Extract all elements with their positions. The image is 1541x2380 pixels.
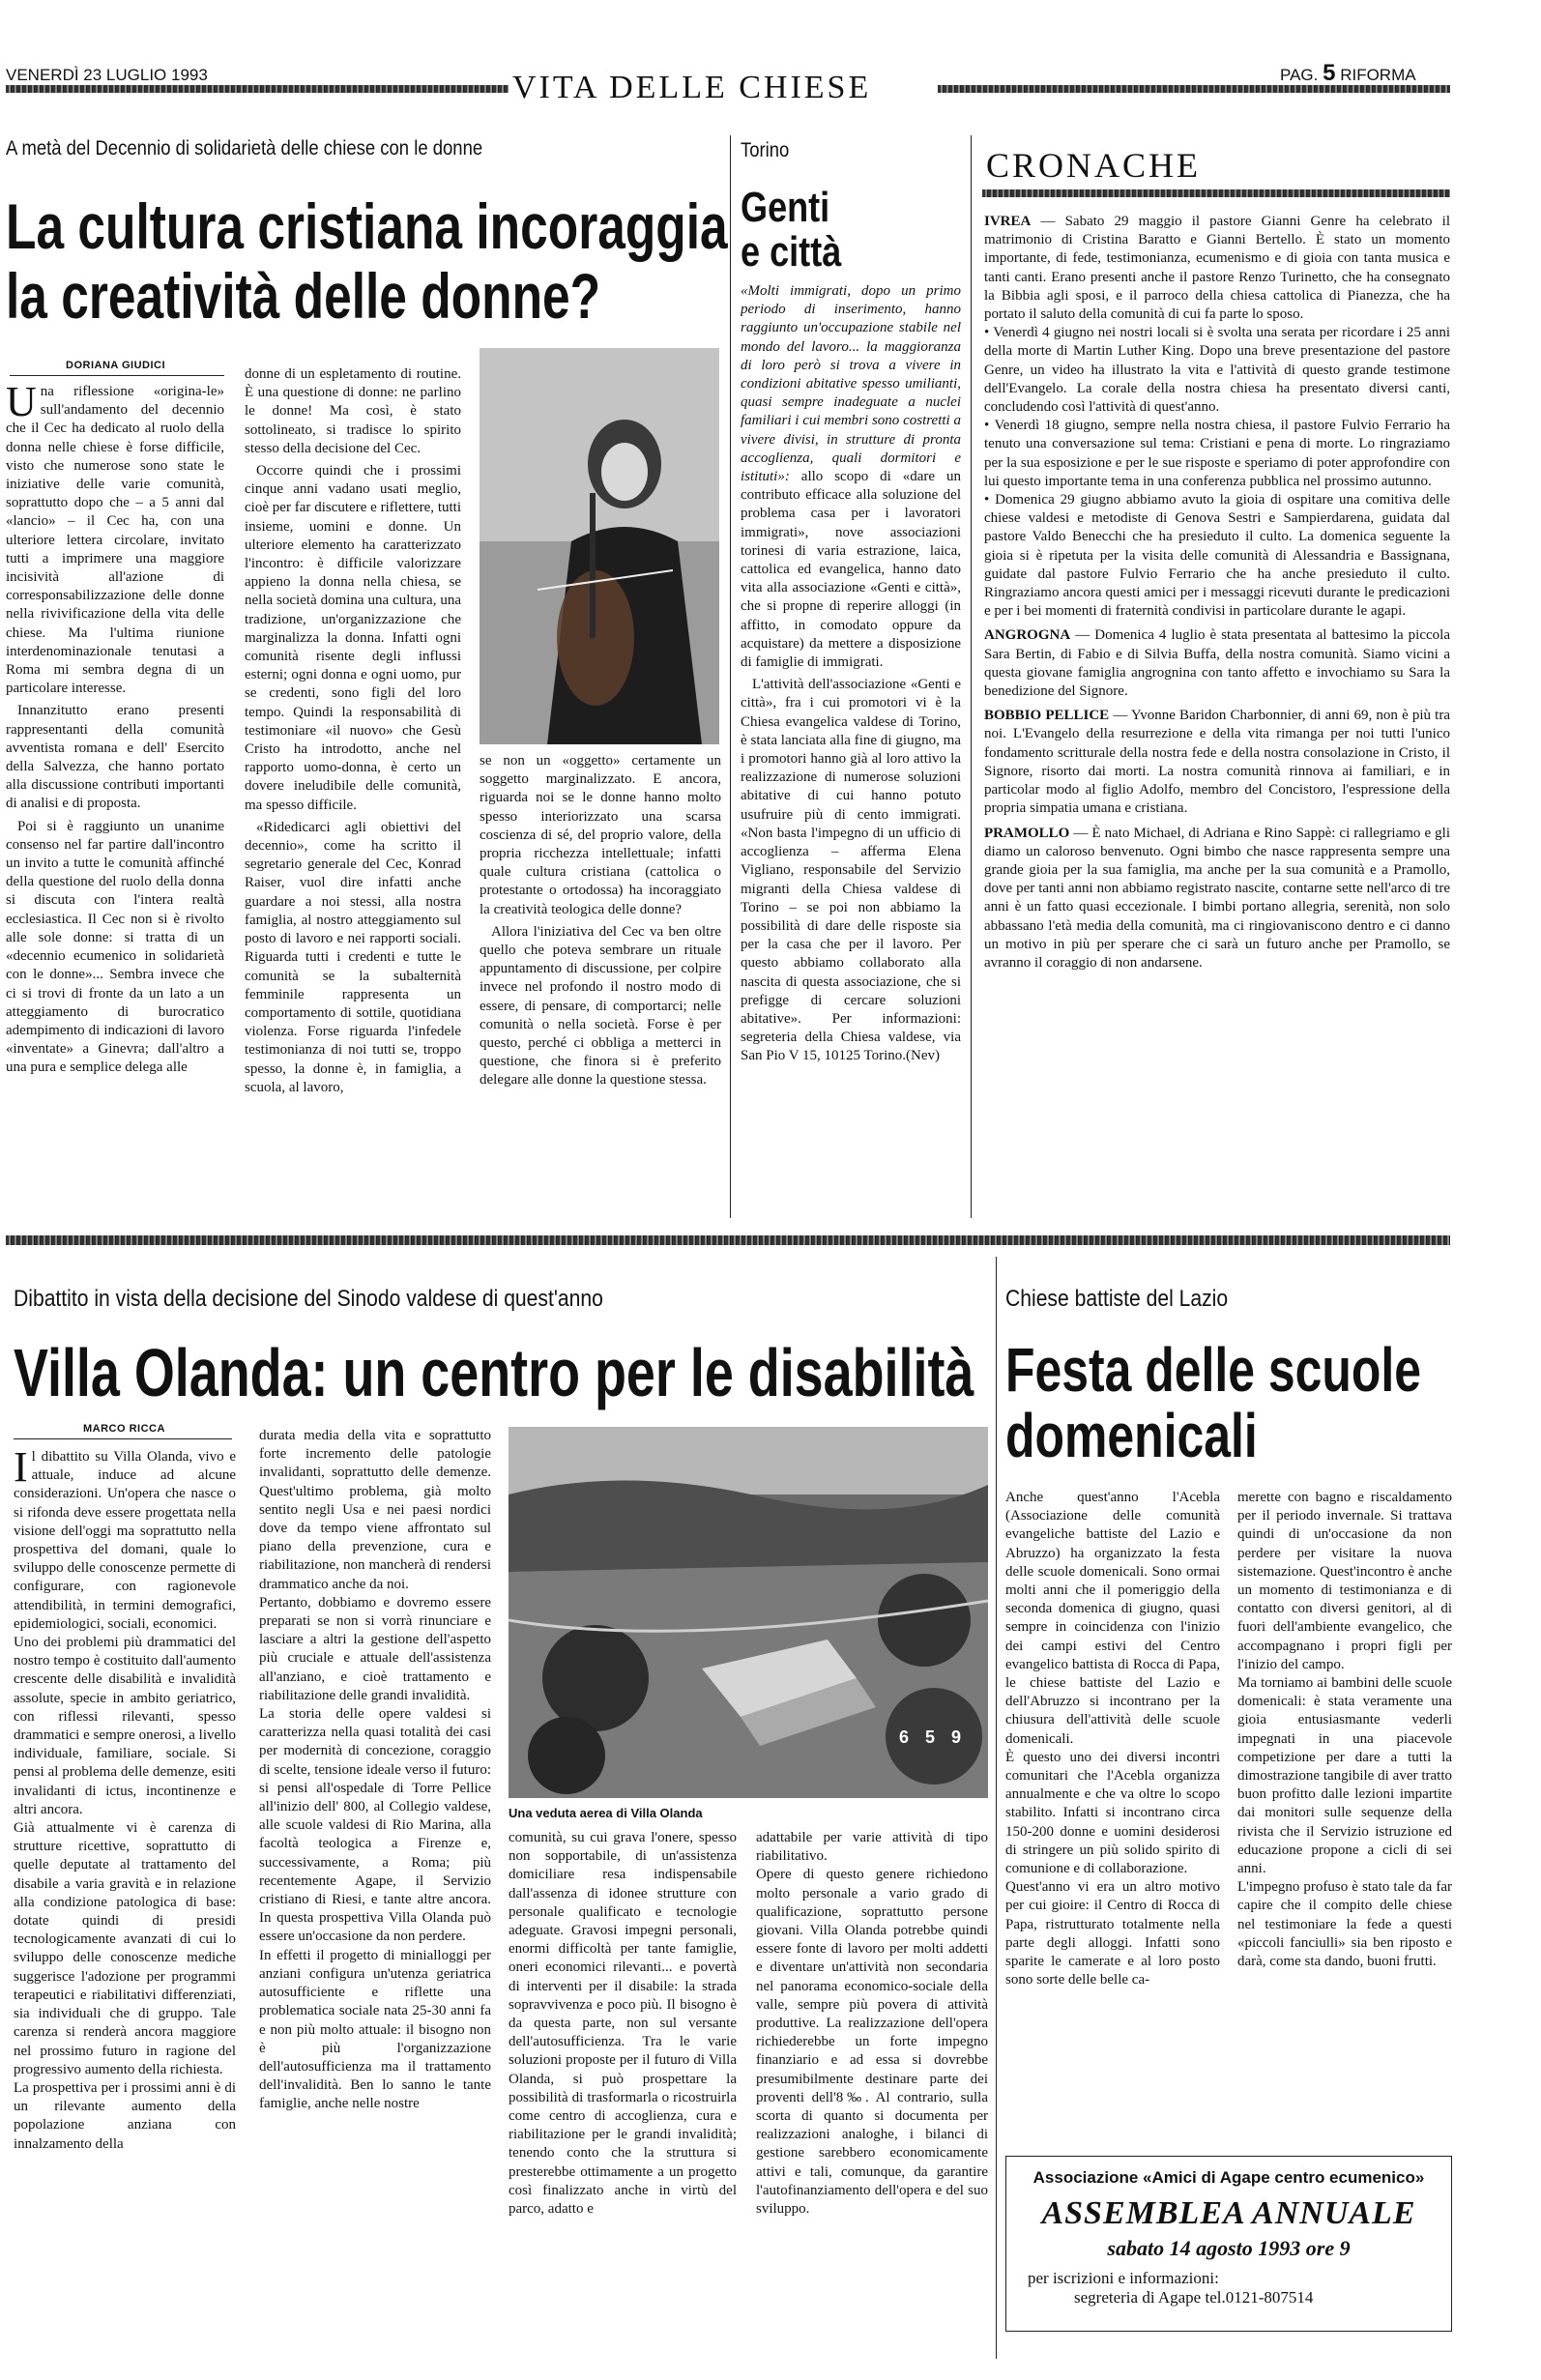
article1-col3	[480, 752, 721, 1216]
cronache-item	[984, 626, 1450, 701]
page-label	[1280, 60, 1416, 87]
photo-caption: Una veduta aerea di Villa Olanda	[509, 1806, 703, 1820]
article2-kicker: Dibattito in vista della decisione del Sinodo valdese di quest'anno	[14, 1286, 603, 1312]
cronache-text: — Yvonne Baridon Charbonnier, di anni 69, non è più tra noi. L'Evangelo della resurrezione e della vita rimanga per noi tutti l'unico fondamento scritturale della nostra fede e della nostra consolazione in Cristo, il Signore, risorto dai morti. La nostra comunità rinnova ai familiari, e in particolar modo al figlio Adolfo, membro del Concistoro, l'espressione della propria simpatia umana e cristiana.	[984, 708, 1450, 817]
cronache-text: — Sabato 29 maggio il pastore Gianni Genre ha celebrato il matrimonio di Cristina Baratto e Gianni Bertello. È stato un momento importante, di fede, testimonianza, ecumenismo e di gioia con tanta musica e tanti canti. Erano presenti anche il pastore Renzo Turinetto, che ha consegnato la Bibbia agli sposi, e il parroco della chiesa cattolica di Pianezza, che ha portato il saluto della comunità di cui fa parte lo sposo. • Venerdì 4 giugno nei nostri locali si è svolta una serata per ricordare i 25 anni della morte di Martin Luther King. Dopo una breve presentazione del pastore Genre, un video ha illustrato la vita e l'attività di questo grande testimone dell'Evangelo. La corale della nostra chiesa ha presentato diversi canti, concludendo così l'attività di quest'anno. • Venerdì 18 giugno, sempre nella nostra chiesa, il pastore Fulvio Ferrario ha tenuto una conversazione sul tema: Cristiani e pena di morte. Lo ringraziamo per la sua esposizione e per le sue risposte e speriamo di poter approfondire con lui questo importante tema in una conferenza pubblica nel prossimo autunno. • Domenica 29 giugno abbiamo avuto la gioia di ospitare una comitiva delle chiese valdesi e metodiste di Genova Sestri e Sampierdarena, guidata dal pastore Valdo Benecchi che ha presieduto il culto. La domenica seguente la gioia si è ripetuta per la visita delle comunità di Alessandria e Bassignana, guidate dal pastore Fulvio Ferrario che ha anche presieduto il culto. Ringraziamo ancora questi amici per i messaggi ricevuti durante le predicazioni e per i bei momenti di fraternità condivisi in particolare durante le agapi.	[984, 214, 1450, 620]
cronache-item	[984, 213, 1450, 621]
newspaper-name: RIFORMA	[1340, 66, 1416, 84]
article2-col2: durata media della vita e soprattutto forte incremento delle patologie invalidanti, soprattutto delle demenze. Quest'ultimo problema, già molto sentito negli Usa e nei paesi nordici dove da tempo viene affrontato sul piano della prevenzione, cura e riabilitazione, non mancherà di rendersi drammatico anche da noi. Pertanto, dobbiamo e dovremo essere preparati se non si vorrà rinunciare e lasciare a altri la gestione dell'aspetto più cruciale e attuale dell'assistenza all'anziano, e cioè trattamento e riabilitazione delle grandi invalidità. La storia delle opere valdesi si caratterizza nella quasi totalità dei casi per modernità di concezione, coraggio di scelte, tensione ideale verso il futuro: si pensi all'ospedale di Torre Pellice all'inizio dell' 800, al Collegio valdese, alle scuole valdesi di Rio Marina, alla facoltà teologica a Firenze e, successivamente, a Roma; più recentemente Agape, il Servizio cristiano di Riesi, e tante altre ancora. In questa prospettiva Villa Olanda può essere un'occasione da non perdere. In effetti il progetto di minialloggi per anziani configura un'utenza geriatrica autosufficiente e riflette una problematica sociale nata 25-30 anni fa e non più molto attuale: il bisogno non è più l'organizzazione dell'autosufficienza ma il trattamento dell'invalidità. Ben lo sanno le tante famiglie, anche nelle nostre	[259, 1428, 491, 2112]
photo-date-stamp: 6 5 9	[898, 1727, 967, 1747]
article3-col1: Anche quest'anno l'Acebla (Associazione delle comunità evangeliche battiste del Lazio e Abruzzo) ha organizzato la festa delle scuole domenicali. Sono ormai molti anni che il pomeriggio della seconda domenica di giugno, quasi sempre in coincidenza con l'inizio dei campi estivi del Centro evangelico battista di Rocca di Papa, le chiese battiste del Lazio e dell'Abruzzo si incontrano per la chiusura dell'attività delle scuole domenicali. È questo uno dei diversi incontri comunitari che l'Acebla organizza annualmente e che va oltre lo scopo stabilito. Infatti si incontrano circa 150-200 donne e uomini desiderosi di stringere un più solido spirito di comunione e di collaborazione. Quest'anno vi era un altro motivo per cui gioire: il Centro di Rocca di Papa, ristrutturato totalmente nella parte degli alloggi. Infatti sono sparite le camerate e al loro posto sono sorte delle belle ca-	[1005, 1490, 1220, 1988]
torino-kicker: Torino	[741, 139, 790, 161]
section-title: VITA DELLE CHIESE	[512, 70, 872, 105]
cronache-item	[984, 707, 1450, 818]
ad-title: ASSEMBLEA ANNUALE	[1041, 2195, 1416, 2231]
ad-date: sabato 14 agosto 1993 ore 9	[1107, 2236, 1351, 2260]
torino-headline-line1: Genti	[741, 184, 830, 231]
article2-dropcap: I	[14, 1448, 28, 1491]
issue-date: VENERDÌ 23 LUGLIO 1993	[6, 66, 208, 84]
page-divider	[6, 1235, 1450, 1245]
article1-col1	[6, 383, 224, 1214]
article3-kicker: Chiese battiste del Lazio	[1005, 1286, 1229, 1312]
article1-paragraph: Allora l'iniziativa del Cec va ben oltre quello che poteva sembrare un rituale appuntamento di discussione, per colpire invece nel profondo il nostro modo di essere, di pensare, di comportarci; nelle comunità o nella società. Forse è per questo, perché ci obbliga a metterci in questione, che finora si è preferito delegare alle donne la questione stessa.	[480, 923, 721, 1088]
torino-quote: «Molti immigrati, dopo un primo periodo di inserimento, hanno raggiunto un'occupazione stabile nel mondo del lavoro... la maggioranza di loro però si trova a vivere in condizioni abitative spesso umilianti, quasi sempre inadeguate a nuclei familiari i cui membri sono costretti a vivere divisi, in strutture di pronta accoglienza, quali dormitori e istituti»:	[741, 283, 961, 485]
article1-paragraph: Innanzitutto erano presenti rappresentanti della comunità avventista romana e dell' Esercito della Salvezza, che hanno portato alla discussione contributi importanti di analisi e di proposta.	[6, 703, 224, 812]
article1-paragraph: donne di un espletamento di routine. È una questione di donne: ne parlino le donne! Ma così, è stato sottolineato, si tradisce lo spirito stesso della decisione del Cec.	[245, 366, 461, 456]
ad-info-label: per iscrizioni e informazioni:	[1028, 2269, 1219, 2287]
article1-lead: na riflessione «origina-le» sull'andamento del decennio che il Cec ha dedicato al ruolo della donna nelle chiese è forse difficile, visto che numerose sono state le iniziative delle varie comunità, soprattutto dopo che – a 5 anni dal «lancio» – il Cec ha, con una ulteriore lettera circolare, invitato tutti a imprimere una maggiore incisività all'azione di corresponsabilizzazione delle donne nella rivivificazione della vita delle chiese. Ma l'ultima riunione interdenominazionale tenutasi a Roma mi sembra degna di un particolare interesse.	[6, 384, 224, 697]
article2-headline: Villa Olanda: un centro per le disabilità	[14, 1335, 974, 1410]
cronache-place: IVREA	[984, 214, 1032, 229]
article1-byline: DORIANA GIUDICI	[66, 360, 166, 371]
article2-byline: MARCO RICCA	[83, 1423, 165, 1435]
article1-headline-line1: La cultura cristiana incoraggia	[6, 190, 728, 262]
article2-text: l dibattito su Villa Olanda, vivo e attuale, induce ad alcune considerazioni. Un'opera che nasce o si rifonda deve essere progettata nella visione dell'oggi ma soprattutto nella prospettiva del domani, quale lo sviluppo delle conoscenze permette di configurare, con ragionevole attendibilità, in termini demografici, epidemiologici, sociali, economici. Uno dei problemi più drammatici del nostro tempo è costituito dall'aumento crescente delle disabilità e invalidità assolute, specie in ambito geriatrico, con riflessi rilevanti, spesso drammatici e sempre onerosi, a livello individuale, familiare, sociale. Si pensi al problema delle demenze, esiti invalidanti di ictus, incontinenze e altri ancora. Già attualmente vi è carenza di strutture ricettive, soprattutto di quelle deputate al trattamento del disabile a varia gravità e in relazione alla condizione patologica di base: dotate quindi di presidi tecnologicamente avanzati di cui lo sviluppo delle conoscenze mediche suggerisce l'adozione per programmi terapeutici e riabilitativi differenziati, sia individuali che di gruppo. Tale carenza si renderà ancora maggiore nel prossimo futuro in ragione del progressivo aumento della richiesta. La prospettiva per i prossimi anni è di un rilevante aumento della popolazione anziana con innalzamento della	[14, 1449, 236, 2152]
column-rule	[971, 135, 972, 1218]
column-rule	[996, 1257, 997, 2359]
article1-photo	[480, 348, 719, 744]
byline-rule	[10, 375, 224, 376]
column-rule	[730, 135, 731, 1218]
article2-col4: adattabile per varie attività di tipo riabilitativo. Opere di questo genere richiedono molto personale a vario grado di qualificazione, soprattutto persone giovani. Villa Olanda potrebbe quindi essere fonte di lavoro per molti addetti e diventare un'attività non secondaria nel panorama economico-sociale della valle, sempre più povera di attività produttive. La realizzazione dell'opera richiederebbe un forte impegno finanziario e ad essa si dovrebbe presumibilmente destinare parte dei proventi dell'8‰. Al contrario, sulla scorta di quanto si documenta per realizzazioni analoghe, i bilanci di gestione sarebbero economicamente attivi e tali, comunque, da garantire l'autofinanziamento dell'opera e del suo sviluppo.	[756, 1830, 988, 2218]
article3-headline-line1: Festa delle scuole	[1005, 1335, 1422, 1405]
torino-text: allo scopo di «dare un contributo efficace alla soluzione del problema casa per i lavoratori immigrati», nove associazioni torinesi di varia estrazione, laica, cattolica ed evangelica, hanno dato vita alla associazione «Genti e città», che si propne di reperire alloggi (in affitto, in comodato oppure da acquistare) da mettere a disposizione di famiglie di immigrati.	[741, 469, 961, 671]
page-number: 5	[1323, 60, 1336, 86]
page-label-text: PAG.	[1280, 66, 1319, 84]
article2-col1	[14, 1448, 236, 2357]
cronache-place: ANGROGNA	[984, 627, 1071, 644]
cellist-photo-graphic	[480, 348, 719, 744]
cronache-body	[984, 213, 1450, 1218]
cronache-item	[984, 825, 1450, 973]
agape-assembly-ad	[1005, 2156, 1452, 2332]
torino-headline-line2: e città	[741, 228, 842, 276]
torino-text: L'attività dell'associazione «Genti e città», fra i cui promotori vi è la Chiesa evangelica valdese di Torino, è stata lanciata alla fine di giugno, ma i promotori hanno già al loro attivo la realizzazione di numerose soluzioni abitative di cui hanno potuto usufruire più di cento immigrati. «Non basta l'impegno di un ufficio di accoglienza – afferma Elena Vigliano, responsabile del Servizio migranti della Chiesa valdese di Torino – se poi non abbiamo la possibilità di dare delle risposte sia per la casa che per il lavoro. Per questo abbiamo collaborato alla nascita di questa associazione, che si prefigge di cercare soluzioni abitative». Per informazioni: segreteria della Chiesa valdese, via San Pio V 15, 10125 Torino.(Nev)	[741, 677, 961, 1064]
byline-rule	[14, 1438, 232, 1439]
cronache-text: — È nato Michael, di Adriana e Rino Sappè: ci rallegriamo e gli diamo un caloroso benvenuto. Ogni bimbo che nasce rappresenta sempre una grande gioia per la sua famiglia, ma anche per la sua comunità e a Pramollo, dove per tanti anni non abbiamo registrato nascite, contarne sette nell'arco di tre anni è un fatto quasi eccezionale. I bimbi portano allegria, serenità, non solo abbassano l'età media della comunità, ma ci ringiovaniscono dentro e ci danno un motivo in più per sperare che ci sarà un futuro anche per Pramollo, se avranno il coraggio di non andarsene.	[984, 825, 1450, 971]
header-rule-left	[6, 85, 509, 93]
villa-olanda-photo	[509, 1427, 988, 1798]
cronache-place: BOBBIO PELLICE	[984, 708, 1110, 724]
article1-col2	[245, 365, 461, 1216]
article1-dropcap: U	[6, 383, 37, 425]
cronache-place: PRAMOLLO	[984, 825, 1070, 841]
cronache-title: CRONACHE	[986, 146, 1202, 185]
article1-paragraph: Occorre quindi che i prossimi cinque anni vadano usati meglio, cioè per far discutere e riflettere, tutti insieme, uomini e donne. Un ulteriore elemento ha caratterizzato l'incontro: è difficile valorizzare appieno la donna nella chiesa, se nella società domina una cultura, una tradizione, un'organizzazione che marginalizza la donna. Infatti ogni comunità risente degli influssi esterni; ogni donna e ogni uomo, pur se credenti, sono figli del loro tempo. Quindi la responsabilità di testimoniare «il nuovo» che Gesù Cristo ha introdotto, anche nel rapporto uomo-donna, è certo un dovere ineludibile delle comunità, ma spesso difficile.	[245, 463, 461, 813]
cronache-text: — Domenica 4 luglio è stata presentata al battesimo la piccola Sara Bertin, di Fabio e di Silvia Buffa, della nostra comunità. Siamo vicini a questa giovane famiglia angrognina con tanto affetto e invochiamo su Sara la benedizione del Signore.	[984, 627, 1450, 700]
article3-col2: merette con bagno e riscaldamento per il periodo invernale. Si trattava quindi di un'occasione da non perdere per visitare la nuova sistemazione. Quest'incontro è anche un momento di testimonianza e di contatto con diversi genitori, al di fuori dell'ambiente evangelico, che accompagnano i propri figli per l'inizio del campo. Ma torniamo ai bambini delle scuole domenicali: è stata veramente una gioia entusiasmante vederli impegnati in una piacevole competizione per dare a tutti la dimostrazione tangibile di aver tratto buon profitto dalle lezioni impartite dai monitori sulle sequenze della rivista che il Servizio istruzione ed educazione propone a cicli di sei anni. L'impegno profuso è stato tale da far capire che il compito delle chiese nel testimoniare la fede a questi «piccoli fanciulli» sia ben riposto e darà, come sta dando, buoni frutti.	[1237, 1490, 1452, 1970]
article1-paragraph: Poi si è raggiunto un unanime consenso nel far partire dall'incontro un invito a tutte le comunità affinché della questione del ruolo della donna si discuta con l'intera realtà ecclesiastica. Il Cec non si è rivolto alle sole donne: si tratta di un «decennio ecumenico in solidarietà con le donne»... Sembra invece che ci si trovi di fronte da un lato a un atteggiamento di burocratico adempimento di indicazioni di lavoro «inventate» a Ginevra; dall'altro a una pura e semplice delega alle	[6, 818, 224, 1076]
article3-headline-line2: domenicali	[1005, 1401, 1258, 1470]
torino-body	[741, 282, 961, 1216]
article2-col3: comunità, su cui grava l'onere, spesso non sopportabile, di un'assistenza domiciliare resa indispensabile dall'assenza di idonee strutture con personale qualificato e tecnologie adeguate. Gravosi impegni personali, enormi difficoltà per tante famiglie, oneri economici rilevanti... e povertà di interventi per il disabile: la strada sopravvivenza e poco più. Il bisogno è da questa parte, non sul versante dell'autosufficienza. Tra le varie soluzioni proposte per il futuro di Villa Olanda, si può prospettare la possibilità di trasformarla o ricostruirla come centro di accoglienza, cura e riabilitazione per le grandi invalidità; tenendo conto che la struttura si presterebbe ottimamente a un progetto così finalizzato anche in virtù del parco, adatto e	[509, 1830, 737, 2218]
cronache-rule	[982, 189, 1450, 197]
ad-contact: segreteria di Agape tel.0121-807514	[1074, 2288, 1314, 2307]
article1-headline-line2: la creatività delle donne?	[6, 260, 601, 332]
ad-association: Associazione «Amici di Agape centro ecumenico»	[1032, 2168, 1425, 2187]
article1-paragraph: se non un «oggetto» certamente un soggetto marginalizzato. E ancora, riguarda noi se le donne hanno molto spesso interiorizzato una scarsa coscienza di sé, del proprio valore, della propria ricchezza intellettuale; infatti quale cultura cristiana (cattolica o protestante o ortodossa) ha incoraggiato la creatività teologica delle donne?	[480, 753, 721, 917]
article1-kicker: A metà del Decennio di solidarietà delle chiese con le donne	[6, 137, 483, 160]
article1-paragraph: «Ridedicarci agli obiettivi del decennio», come ha scritto il segretario generale del Cec, Konrad Raiser, vuol dire infatti anche guardare a noi stessi, alla nostra famiglia, al nostro atteggiamento sul posto di lavoro e nei rapporti sociali. Riguarda tutti i credenti e tutte le comunità se la subalternità femminile rappresenta un comportamento di sottile, quotidiana violenza. Forse riguarda l'infedele testimonianza di noi tutti se, troppo spesso, la donne è, in famiglia, a scuola, al lavoro,	[245, 819, 461, 1095]
